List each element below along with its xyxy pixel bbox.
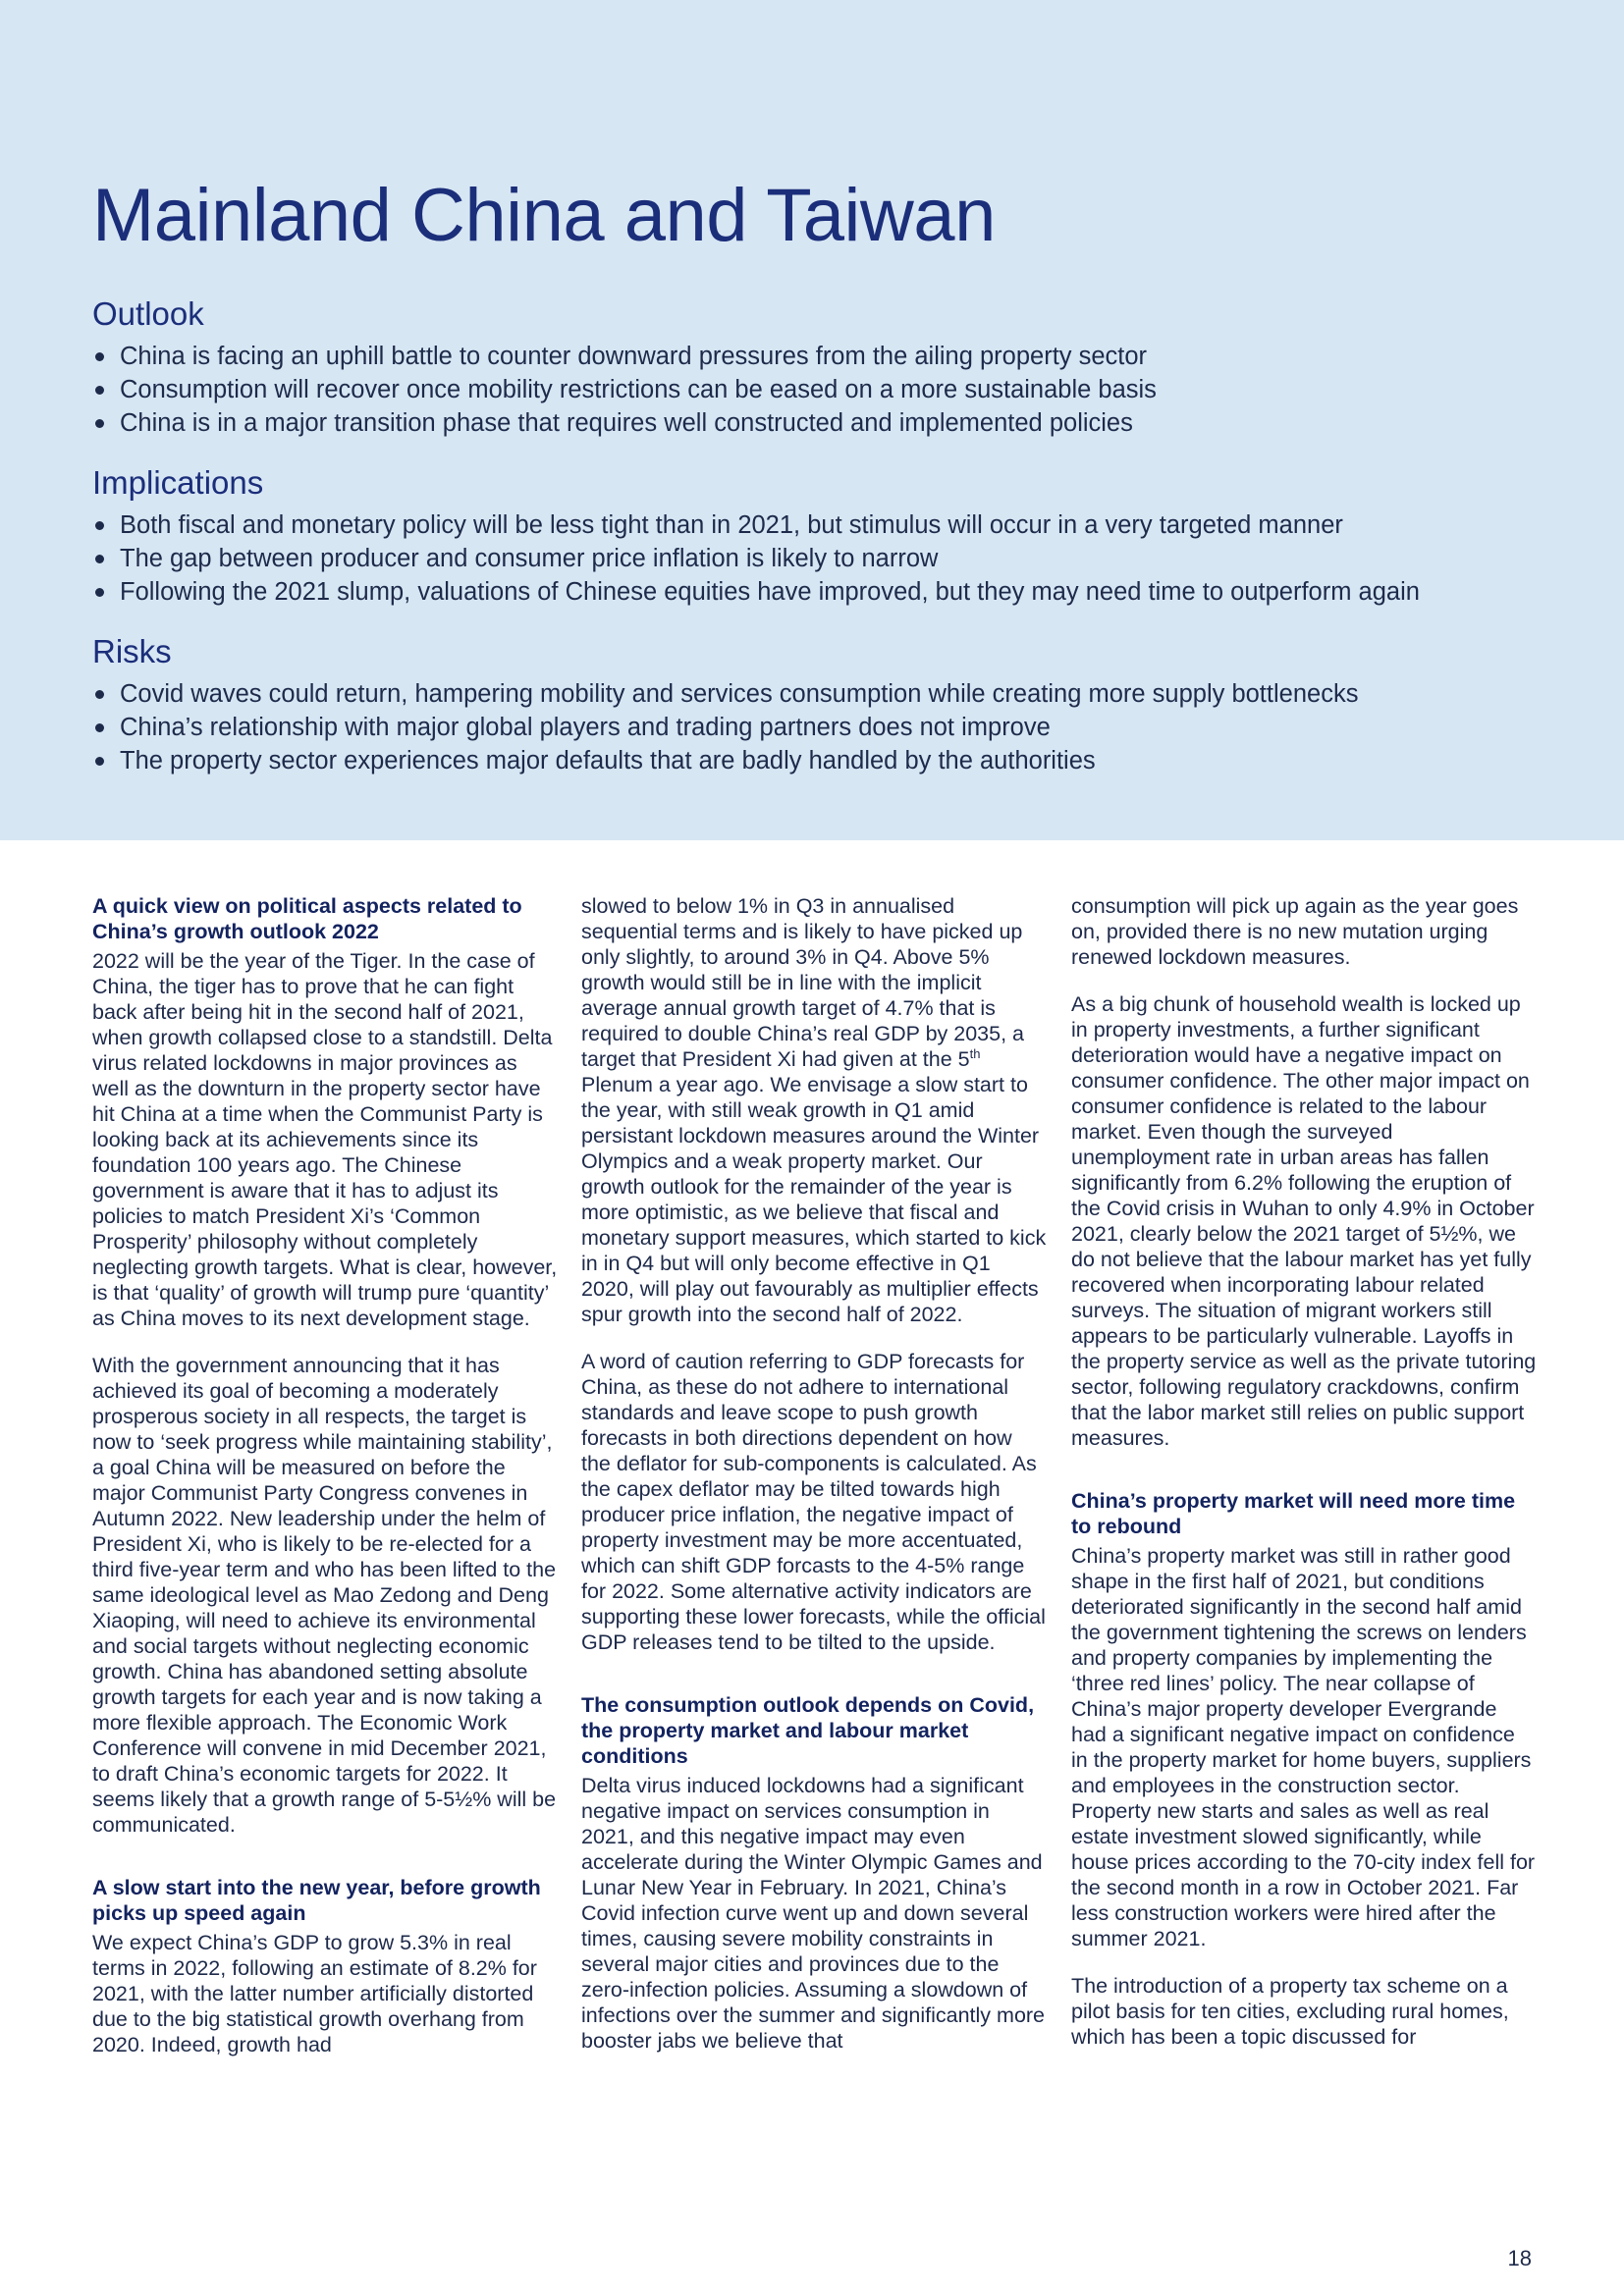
list-item: Covid waves could return, hampering mobility and services consumption while creating more supply bottlenecks — [92, 677, 1545, 711]
paragraph: With the government announcing that it has achieved its goal of becoming a moderately prosperous society in all respects, the target is now to ‘seek progress while maintaining stability’, a goal China will be measured on before the major Communist Party Congress convenes in Autumn 2022. New leadership under the helm of President Xi, who is likely to be re-elected for a third five-year term and who has been lifted to the same ideological level as Mao Zedong and Deng Xiaoping, will need to achieve its environmental and social targets without neglecting economic growth. China has abandoned setting absolute growth targets for each year and is now taking a more flexible approach. The Economic Work Conference will convene in mid December 2021, to draft China’s economic targets for 2022. It seems likely that a growth range of 5-5½% will be communicated. — [92, 1354, 557, 1837]
body-column-2 — [581, 893, 1047, 2075]
list-item: China’s relationship with major global players and trading partners does not improve — [92, 711, 1545, 744]
paragraph: Delta virus induced lockdowns had a significant negative impact on services consumption in 2021, and this negative impact may even accelerate during the Winter Olympic Games and Lunar New Year in February. In 2021, China’s Covid infection curve went up and down several times, causing severe mobility constraints in several major cities and provinces due to the zero-infection policies. Assuming a slowdown of infections over the summer and significantly more booster jabs we believe that — [581, 1774, 1046, 2053]
risks-list — [92, 677, 1545, 777]
section-heading: The consumption outlook depends on Covid, the property market and labour market conditions — [581, 1693, 1035, 1768]
body-column-1 — [92, 893, 558, 2079]
paragraph: The introduction of a property tax scheme on a pilot basis for ten cities, excluding rural homes, which has been a topic discussed for — [1071, 1974, 1509, 2049]
paragraph: consumption will pick up again as the year goes on, provided there is no new mutation urging renewed lockdown measures. — [1071, 894, 1519, 969]
paragraph-text: Plenum a year ago. We envisage a slow start to the year, with still weak growth in Q1 amid persistant lockdown measures around the Winter Olympics and a weak property market. Our growth outlook for the remainder of the year is more optimistic, as we believe that fiscal and monetary support measures, which started to kick in in Q4 but will only become effective in Q1 2020, will play out favourably as multiplier effects spur growth into the second half of 2022. — [581, 1073, 1047, 1326]
list-item: The property sector experiences major defaults that are badly handled by the authorities — [92, 744, 1545, 777]
risks-section — [92, 632, 1545, 777]
risks-heading: Risks — [92, 633, 172, 669]
outlook-list — [92, 340, 1545, 440]
paragraph — [581, 893, 1047, 1327]
list-item: The gap between producer and consumer price inflation is likely to narrow — [92, 542, 1545, 575]
paragraph: China’s property market was still in rather good shape in the first half of 2021, but conditions deteriorated significantly in the second half amid the government tightening the screws on lenders and property companies by implementing the ‘three red lines’ policy. The near collapse of China’s major property developer Evergrande had a significant negative impact on confidence in the property market for home buyers, suppliers and employees in the construction sector. Property new starts and sales as well as real estate investment slowed significantly, while house prices according to the 70-city index fell for the second month in a row in October 2021. Far less construction workers were hired after the summer 2021. — [1071, 1544, 1536, 1950]
paragraph-text: slowed to below 1% in Q3 in annualised sequential terms and is likely to have picked up only slightly, to around 3% in Q4. Above 5% growth would still be in line with the implicit average annual growth target of 4.7% that is required to double China’s real GDP by 2035, a target that President Xi had given at the 5 — [581, 894, 1024, 1071]
list-item: China is in a major transition phase that requires well constructed and implemented policies — [92, 406, 1545, 440]
implications-list — [92, 508, 1545, 609]
superscript: th — [969, 1045, 981, 1061]
body-column-3 — [1071, 893, 1537, 2071]
page-title: Mainland China and Taiwan — [92, 174, 996, 257]
section-heading: A quick view on political aspects related to China’s growth outlook 2022 — [92, 894, 522, 943]
paragraph: A word of caution referring to GDP forecasts for China, as these do not adhere to international standards and leave scope to push growth forecasts in both directions dependent on how the deflator for sub-components is calculated. As the capex deflator may be tilted towards high producer price inflation, the negative impact of property investment may be more accentuated, which can shift GDP forcasts to the 4-5% range for 2022. Some alternative activity indicators are supporting these lower forecasts, while the official GDP releases tend to be tilted to the upside. — [581, 1350, 1046, 1654]
paragraph: 2022 will be the year of the Tiger. In the case of China, the tiger has to prove that he can fight back after being hit in the second half of 2021, when growth collapsed close to a standstill. Delta virus related lockdowns in major provinces as well as the downturn in the property sector have hit China at a time when the Communist Party is looking back at its achievements since its foundation 100 years ago. The Chinese government is aware that it has to adjust its policies to match President Xi’s ‘Common Prosperity’ philosophy without completely neglecting growth targets. What is clear, however, is that ‘quality’ of growth will trump pure ‘quantity’ as China moves to its next development stage. — [92, 949, 558, 1330]
implications-heading: Implications — [92, 464, 264, 501]
section-heading: China’s property market will need more time to rebound — [1071, 1489, 1516, 1538]
list-item: Both fiscal and monetary policy will be less tight than in 2021, but stimulus will occur in a very targeted manner — [92, 508, 1545, 542]
section-heading: A slow start into the new year, before growth picks up speed again — [92, 1876, 541, 1925]
paragraph: We expect China’s GDP to grow 5.3% in real terms in 2022, following an estimate of 8.2% for 2021, with the latter number artificially distorted due to the big statistical growth overhang from 2020. Indeed, growth had — [92, 1931, 537, 2056]
list-item: China is facing an uphill battle to counter downward pressures from the ailing property sector — [92, 340, 1545, 373]
list-item: Consumption will recover once mobility restrictions can be eased on a more sustainable basis — [92, 373, 1545, 406]
list-item: Following the 2021 slump, valuations of Chinese equities have improved, but they may need time to outperform again — [92, 575, 1545, 609]
outlook-section — [92, 294, 1545, 440]
page-number: 18 — [1507, 2246, 1532, 2270]
paragraph: As a big chunk of household wealth is locked up in property investments, a further significant deterioration would have a negative impact on consumer confidence. The other major impact on consumer confidence is related to the labour market. Even though the surveyed unemployment rate in urban areas has fallen significantly from 6.2% following the eruption of the Covid crisis in Wuhan to only 4.9% in October 2021, clearly below the 2021 target of 5½%, we do not believe that the labour market has yet fully recovered when incorporating labour related surveys. The situation of migrant workers still appears to be particularly vulnerable. Layoffs in the property service as well as the private tutoring sector, following regulatory crackdowns, confirm that the labor market still relies on public support measures. — [1071, 992, 1537, 1450]
implications-section — [92, 463, 1545, 609]
outlook-heading: Outlook — [92, 295, 204, 332]
